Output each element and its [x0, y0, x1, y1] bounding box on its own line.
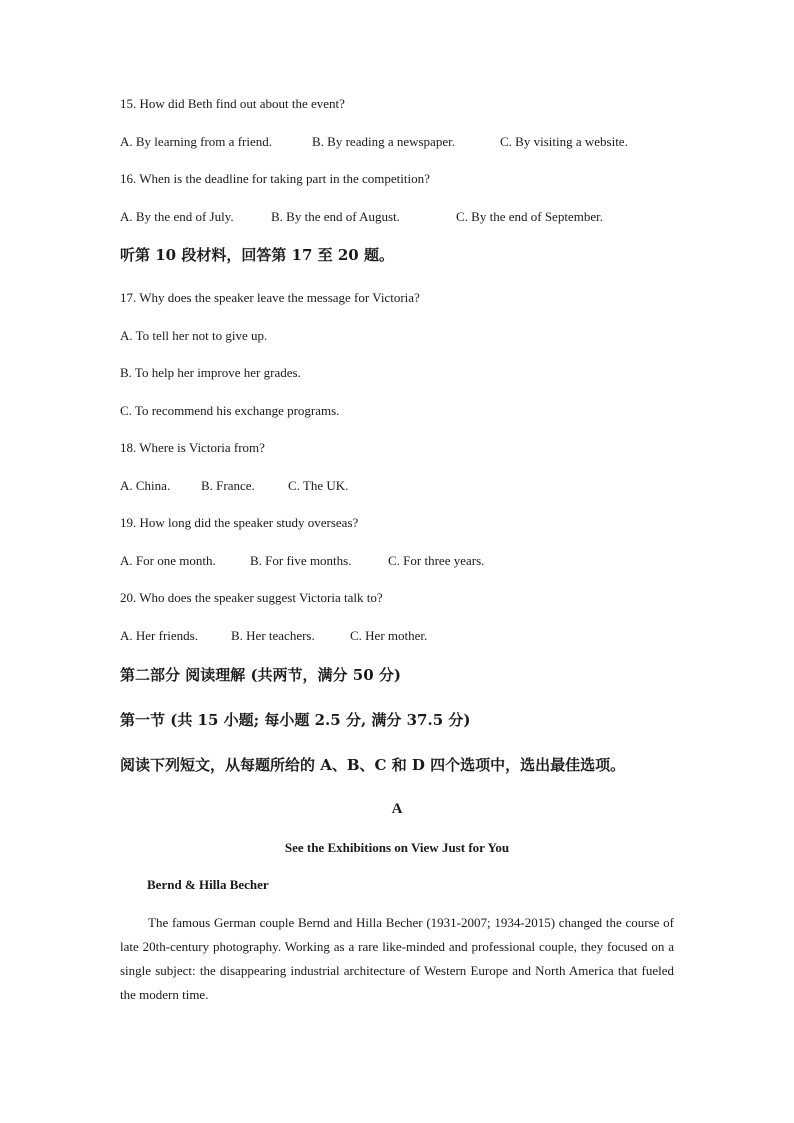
- q15-option-a: A. By learning from a friend.: [120, 134, 272, 149]
- q15-option-b: B. By reading a newspaper.: [312, 134, 455, 149]
- reading-part-title: 第二部分 阅读理解 (共两节，满分 50 分): [120, 666, 401, 684]
- passage-title: See the Exhibitions on View Just for You: [284, 840, 510, 855]
- question-16: 16. When is the deadline for taking part in the competition?: [120, 171, 430, 186]
- question-19: 19. How long did the speaker study overseas?: [120, 515, 359, 530]
- question-17: 17. Why does the speaker leave the message for Victoria?: [120, 290, 420, 305]
- question-18: 18. Where is Victoria from?: [120, 440, 265, 455]
- passage-letter: A: [391, 801, 403, 817]
- q16-option-a: A. By the end of July.: [120, 209, 234, 224]
- reading-section-title: 第一节 (共 15 小题; 每小题 2.5 分, 满分 37.5 分): [120, 711, 471, 729]
- question-20: 20. Who does the speaker suggest Victoria talk to?: [120, 590, 383, 605]
- passage-subheading: Bernd & Hilla Becher: [147, 877, 269, 892]
- q16-option-b: B. By the end of August.: [271, 209, 400, 224]
- question-15: 15. How did Beth find out about the event?: [120, 96, 345, 111]
- q17-option-b: B. To help her improve her grades.: [120, 365, 301, 380]
- q19-option-b: B. For five months.: [250, 553, 352, 568]
- q18-option-a: A. China.: [120, 478, 171, 493]
- q19-option-a: A. For one month.: [120, 553, 216, 568]
- q20-option-c: C. Her mother.: [350, 628, 428, 643]
- q15-option-c: C. By visiting a website.: [500, 134, 628, 149]
- q17-option-a: A. To tell her not to give up.: [120, 328, 268, 343]
- q19-option-c: C. For three years.: [388, 553, 485, 568]
- q18-option-b: B. France.: [201, 478, 255, 493]
- q20-option-b: B. Her teachers.: [231, 628, 315, 643]
- q17-option-c: C. To recommend his exchange programs.: [120, 403, 340, 418]
- q20-option-a: A. Her friends.: [120, 628, 198, 643]
- section-10-heading: 听第 10 段材料，回答第 17 至 20 题。: [120, 246, 394, 264]
- q18-option-c: C. The UK.: [288, 478, 349, 493]
- reading-instructions: 阅读下列短文，从每题所给的 A、B、C 和 D 四个选项中，选出最佳选项。: [120, 756, 626, 774]
- q16-option-c: C. By the end of September.: [456, 209, 603, 224]
- passage-paragraph: The famous German couple Bernd and Hilla Becher (1931-2007; 1934-2015) changed the course of late 20th-century photography. Working as a rare like-minded and professional couple, they focused on a single subject: the disappearing industrial architecture of Western Europe and North America that fueled the modern time.: [120, 915, 674, 1002]
